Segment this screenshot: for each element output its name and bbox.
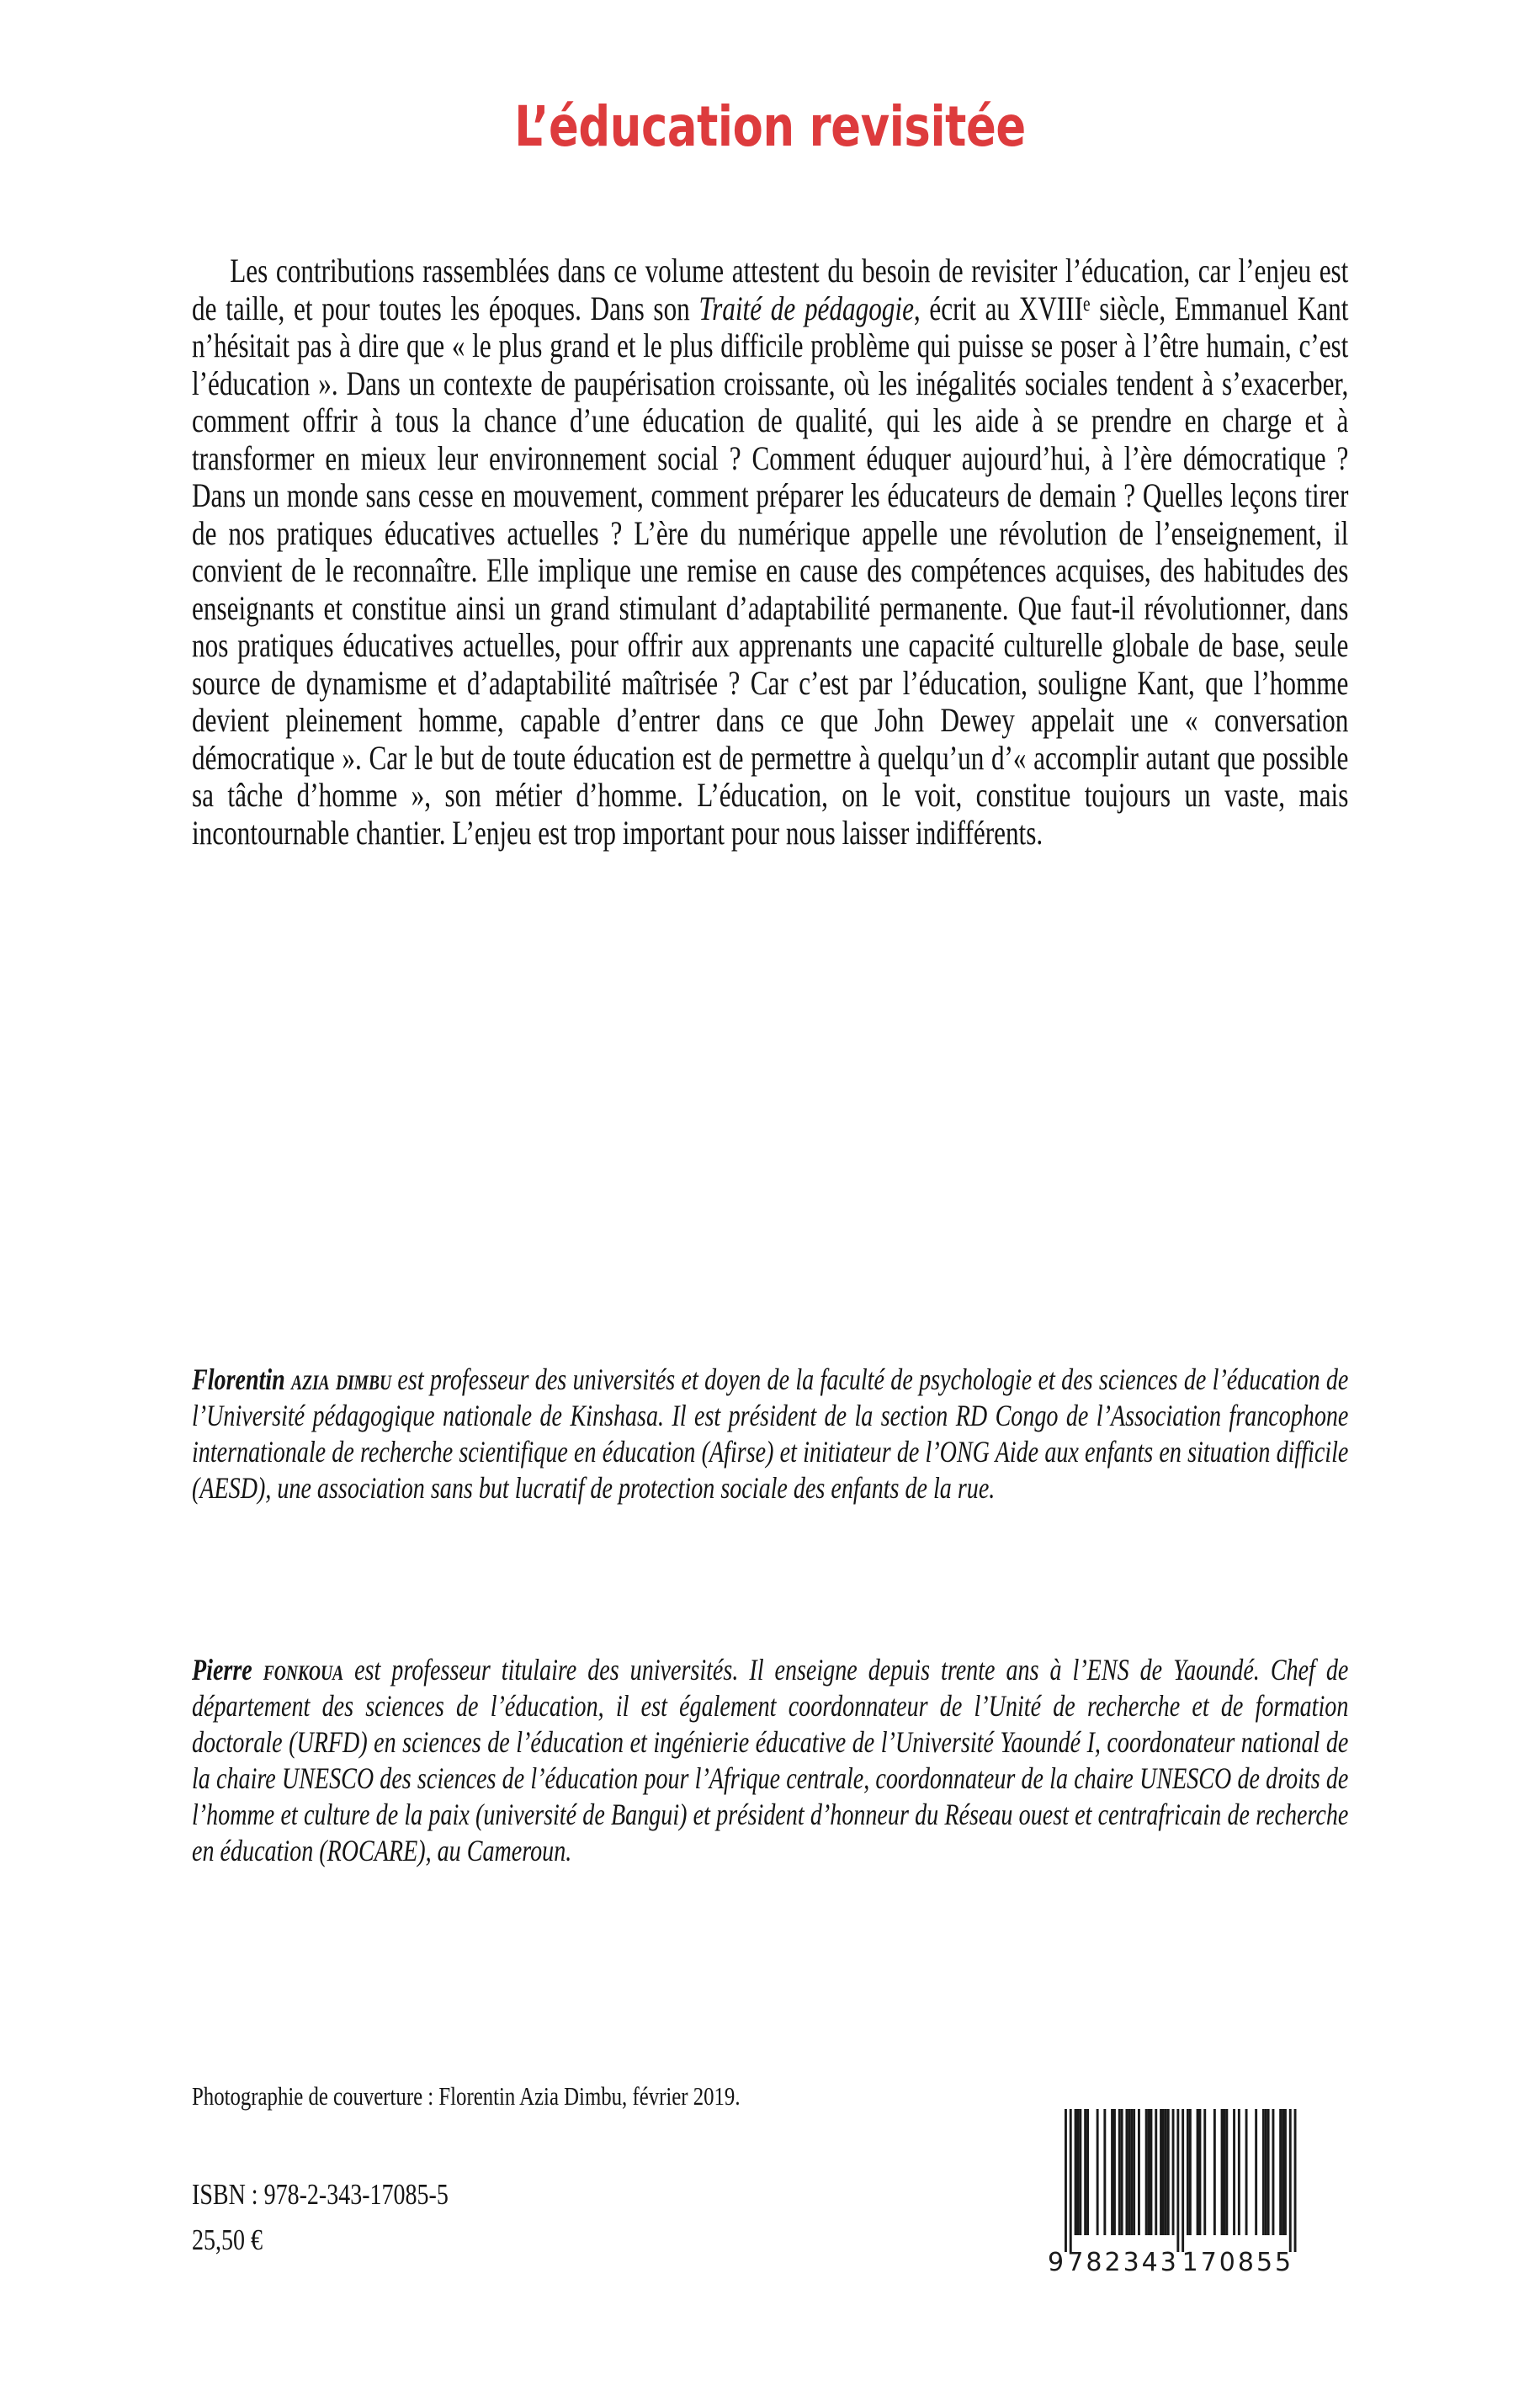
svg-text:170855: 170855 — [1182, 2248, 1294, 2277]
blurb-part-2: , écrit au XVIII — [913, 289, 1083, 327]
barcode-svg — [1046, 2101, 1349, 2291]
blurb-part-3: siècle, Emmanuel Kant n’hésitait pas à dire que « le plus grand et le plus difficile problème qui puisse se poser à l’être humain, c’est l’éducation ». Dans un contexte de paupérisation croissante, où les inégalités sociales tendent à s’exacerber, comment offrir à tous la chance d’une éducation de qualité, qui les aide à se prendre en charge et à transformer en mieux leur environnement social ? Comment éduquer aujourd’hui, à l’ère démocratique ? Dans un monde sans cesse en mouvement, comment préparer les éducateurs de demain ? Quelles leçons tirer de nos pratiques éducatives actuelles ? L’ère du numérique appelle une révolution de l’enseignement, il convient de le reconnaître. Elle implique une remise en cause des compétences acquises, des habitudes des enseignants et constitue ainsi un grand stimulant d’adaptabilité permanente. Que faut-il révolutionner, dans nos pratiques éducatives actuelles, pour offrir aux apprenants une capacité culturelle globale de base, seule source de dynamisme et d’adaptabilité maîtrisée ? Car c’est par l’éducation, souligne Kant, que l’homme devient pleinement homme, capable d’entrer dans ce que John Dewey appelait une « conversation démocratique ». Car le but de toute éducation est de permettre à quelqu’un d’« accomplir autant que possible sa tâche d’homme », son métier d’homme. L’éducation, on le voit, constitue toujours un vaste, mais incontournable chantier. L’enjeu est trop important pour nous laisser indifférents. — [192, 289, 1349, 852]
price-text: 25,50 € — [192, 2223, 263, 2256]
blurb-ordinal-superscript: e — [1082, 292, 1091, 316]
cover-photo-credit: Photographie de couverture : Florentin Azia Dimbu, février 2019. — [192, 2081, 741, 2111]
author-last-name: fonkoua — [263, 1653, 344, 1686]
author-bio-text: est professeur titulaire des universités. Il enseigne depuis trente ans à l’ENS de Yaoundé. Chef de département des sciences de l’éducation, il est également coordonnateur de l’Unité de recherche et de formation doctorale (URFD) en sciences de l’éducation et ingénierie éducative de l’Université Yaoundé I, coordonateur national de la chaire UNESCO des sciences de l’éducation pour l’Afrique centrale, coordonnateur de la chaire UNESCO de droits de l’homme et culture de la paix (université de Bangui) et président d’honneur du Réseau ouest et centrafricain de recherche en éducation (ROCARE), au Cameroun. — [192, 1653, 1349, 1867]
author-first-name: Florentin — [192, 1362, 285, 1396]
author-bio-text: est professeur des universités et doyen de la faculté de psychologie et des sciences de l’éducation de l’Université pédagogique nationale de Kinshasa. Il est président de la section RD Congo de l’Association francophone internationale de recherche scientifique en éducation (Afirse) et initiateur de l’ONG Aide aux enfants en situation difficile (AESD), une association sans but lucratif de protection sociale des enfants de la rue. — [192, 1362, 1349, 1505]
blurb-part-1: Les contributions rassemblées dans ce volume attestent du besoin de revisiter l’éducation, car l’enjeu est de taille, et pour toutes les époques. Dans son — [192, 252, 1349, 327]
author-bio-florentin-azia-dimbu — [192, 1362, 1348, 1506]
author-bio-pierre-fonkoua — [192, 1652, 1348, 1869]
author-last-name: azia dimbu — [291, 1362, 392, 1396]
page-title: L’éducation revisitée — [514, 94, 1026, 159]
blurb-paragraph — [192, 252, 1348, 852]
svg-text:9: 9 — [1047, 2248, 1067, 2277]
blurb-italic-work-title: Traité de pédagogie — [698, 289, 914, 327]
isbn-text: ISBN : 978-2-343-17085-5 — [192, 2178, 449, 2211]
svg-text:782343: 782343 — [1067, 2248, 1179, 2277]
ean13-barcode — [1046, 2101, 1349, 2291]
author-first-name: Pierre — [192, 1653, 252, 1686]
